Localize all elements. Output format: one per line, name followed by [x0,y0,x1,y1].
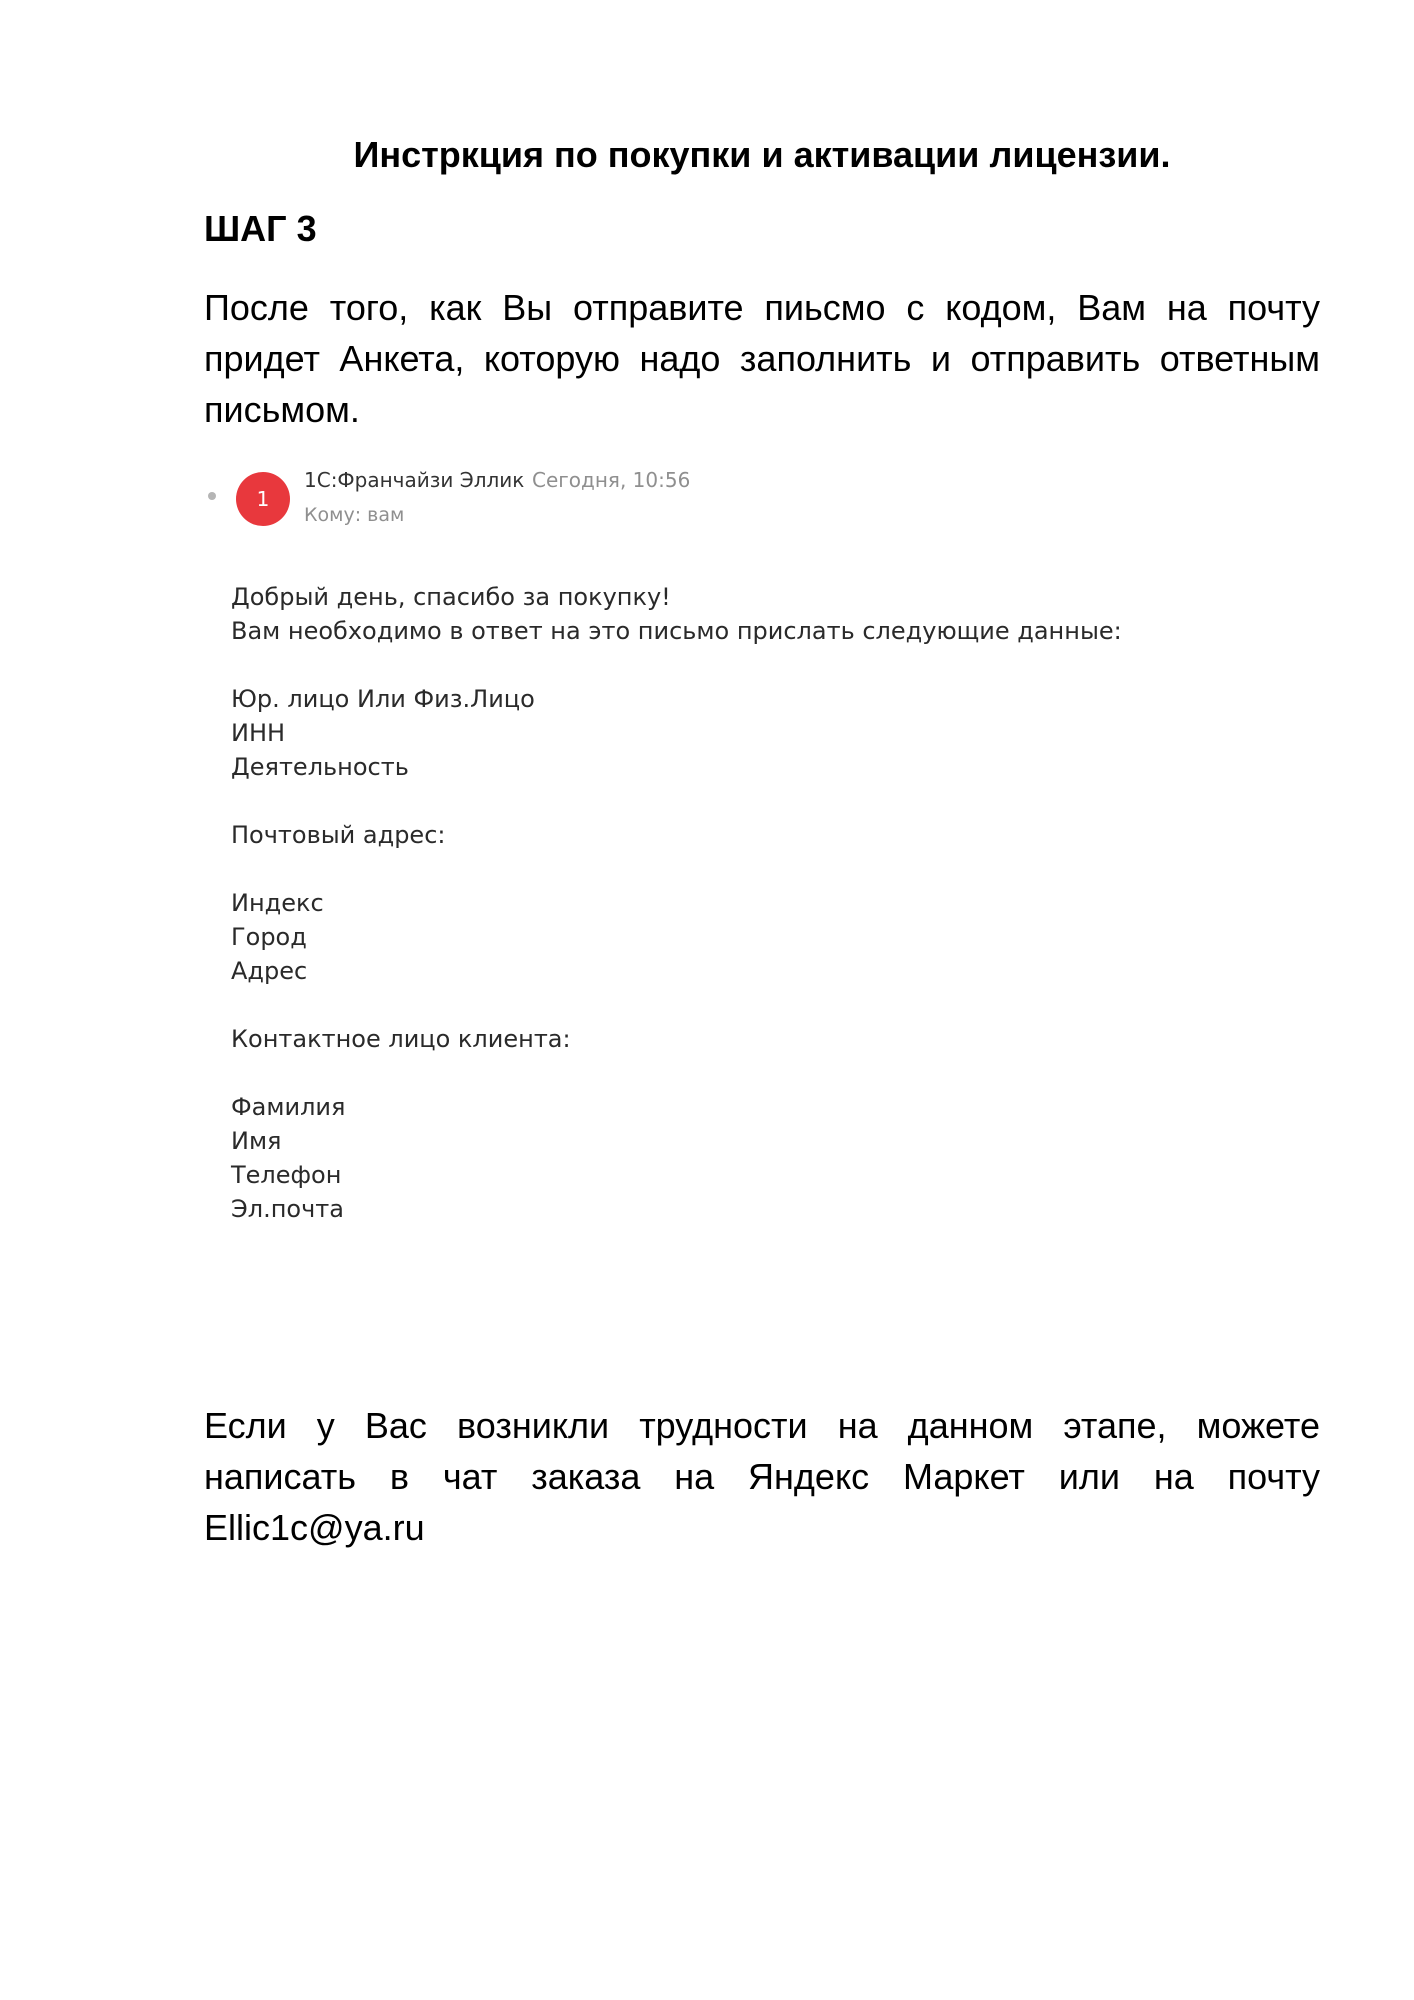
email-sender: 1С:Франчайзи Эллик [304,468,525,492]
email-recipient: Кому: вам [304,504,405,526]
step-heading: ШАГ 3 [204,208,317,249]
email-body [231,580,1122,1226]
field-address: Адрес [231,957,308,985]
email-greeting: Добрый день, спасибо за покупку! [231,583,671,611]
email-date: Сегодня, 10:56 [532,468,691,492]
sender-avatar: 1 [236,472,290,526]
contact-heading: Контактное лицо клиента: [231,1025,571,1053]
field-index: Индекс [231,889,324,917]
postal-heading: Почтовый адрес: [231,821,446,849]
help-paragraph: Если у Вас возникли трудности на данном этапе, можете написать в чат заказа на Яндекс Маркет или на почту Ellic1c@ya.ru [204,1405,1320,1548]
field-inn: ИНН [231,719,286,747]
intro-paragraph: После того, как Вы отправите пиьсмо с кодом, Вам на почту придет Анкета, которую надо заполнить и отправить ответным письмом. [204,287,1320,430]
field-phone: Телефон [231,1161,342,1189]
field-activity: Деятельность [231,753,409,781]
email-request: Вам необходимо в ответ на это письмо прислать следующие данные: [231,617,1122,645]
field-city: Город [231,923,307,951]
email-screenshot [204,458,1122,1248]
field-first-name: Имя [231,1127,282,1155]
field-entity-type: Юр. лицо Или Физ.Лицо [231,685,535,713]
field-surname: Фамилия [231,1093,346,1121]
field-email: Эл.почта [231,1195,344,1223]
unread-dot-icon [208,492,216,500]
document-title: Инстркция по покупки и активации лицензии. [353,134,1171,175]
